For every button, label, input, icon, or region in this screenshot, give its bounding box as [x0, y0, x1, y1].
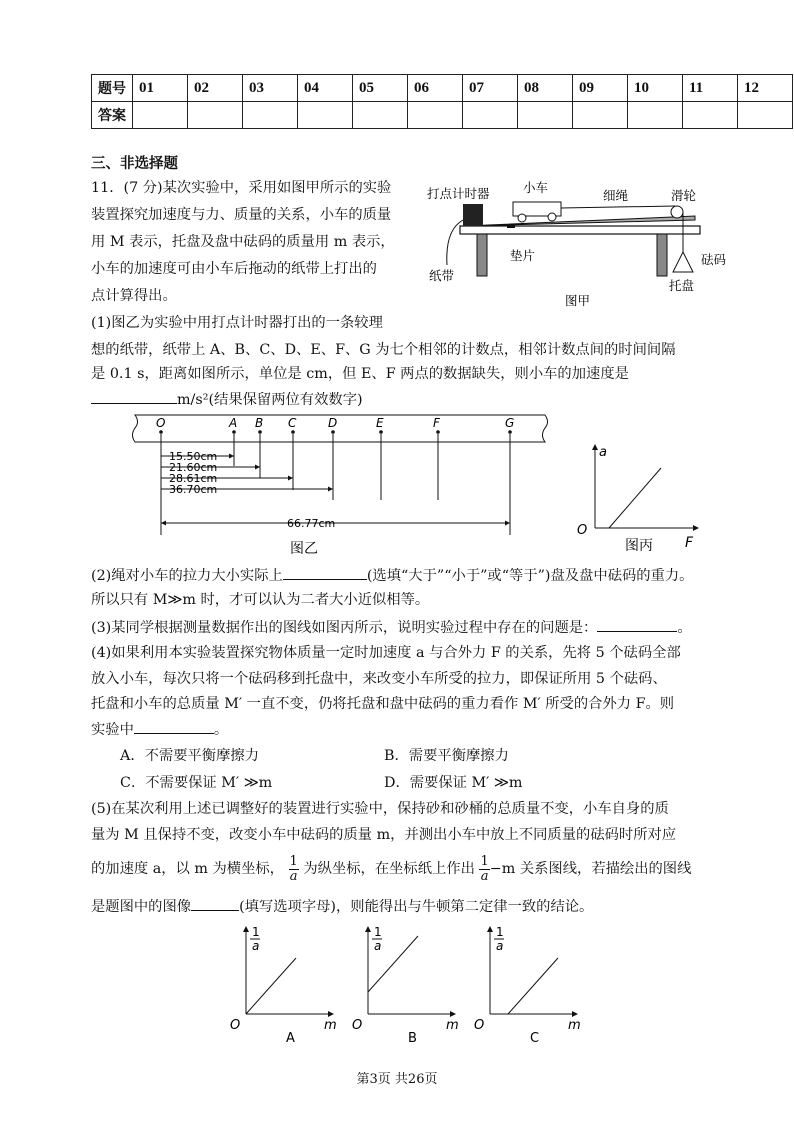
question-number: 08: [518, 75, 573, 102]
figure-jia-apparatus: [425, 180, 745, 310]
question-number: 06: [408, 75, 463, 102]
p4-last: 实验中: [91, 722, 134, 738]
caption-bing: 图丙: [625, 538, 653, 552]
label-pulley: 滑轮: [671, 188, 697, 203]
question-number: 09: [573, 75, 628, 102]
answer-blank[interactable]: [91, 389, 177, 404]
tape-point-label: C: [288, 416, 297, 430]
y-label-den: a: [252, 939, 260, 953]
origin-label: O: [352, 1018, 363, 1033]
p4-line: (4)如果利用本实验装置探究物体质量一定时加速度 a 与合外力 F 的关系，先将 5 个砝码全部: [91, 645, 681, 661]
q11-intro-line: 11．(7 分)某次实验中，采用如图甲所示的实验: [91, 180, 392, 196]
table-top: [460, 226, 700, 234]
p5-l4b: (填写选项字母)，则能得出与牛顿第二定律一致的结论。: [239, 899, 594, 915]
p4-line-4: [91, 719, 228, 740]
dimension-label: 28.61cm: [169, 472, 218, 485]
y-label: a: [599, 445, 607, 460]
option-b[interactable]: B．需要平衡摩擦力: [384, 748, 509, 764]
y-label-num: 1: [252, 925, 260, 939]
graph-letter: C: [530, 1031, 540, 1046]
answer-table-answer-row: [92, 102, 793, 129]
pulley: [671, 206, 683, 218]
x-label: m: [568, 1018, 581, 1033]
q11-intro-line: 用 M 表示，托盘及盘中砝码的质量用 m 表示，: [91, 234, 395, 250]
answer-cell[interactable]: [353, 102, 408, 129]
answer-cell[interactable]: [683, 102, 738, 129]
graph-line: [246, 958, 296, 1014]
y-arrow: [592, 444, 598, 450]
tape-point-label: E: [376, 416, 384, 430]
label-timer: 打点计时器: [427, 186, 490, 201]
header-label: 题号: [92, 75, 133, 102]
tape-dot-B: [258, 430, 262, 434]
cart-wheel: [548, 213, 556, 221]
answer-blank[interactable]: [191, 896, 239, 911]
graph-line: [508, 958, 558, 1014]
p5-l3c: −m 关系图线，若描绘出的图线: [489, 861, 692, 877]
figure-yi-tape: [125, 410, 565, 560]
tape-dot-E: [379, 430, 383, 434]
answer-cell[interactable]: [298, 102, 353, 129]
p5-l4a: 是题图中的图像: [91, 899, 192, 915]
caption-jia: 图甲: [565, 293, 591, 308]
tape-point-label: F: [433, 416, 440, 430]
x-label: F: [685, 535, 694, 551]
p5-line-4: [91, 896, 593, 917]
answer-cell[interactable]: [463, 102, 518, 129]
answer-label: 答案: [92, 102, 133, 129]
p2-line: [91, 565, 693, 586]
answer-cell[interactable]: [628, 102, 683, 129]
option-graph-C: [472, 922, 592, 1052]
y-label-den: a: [496, 939, 504, 953]
question-number: 04: [298, 75, 353, 102]
question-number: 05: [353, 75, 408, 102]
q11-intro-line: 点计算得出。: [91, 288, 177, 304]
fraction-1-over-a: [479, 855, 489, 884]
frac-den: a: [289, 868, 298, 884]
y-arrow: [487, 926, 493, 932]
dimension-label: 21.60cm: [169, 461, 218, 474]
tape-point-label: D: [328, 416, 338, 430]
question-number: 02: [188, 75, 243, 102]
x-label: m: [324, 1018, 337, 1033]
dimension-label: 15.50cm: [169, 450, 218, 463]
p5-line: 量为 M 且保持不变，改变小车中砝码的质量 m，并测出小车中放上不同质量的砝码时所对应: [91, 827, 677, 843]
tape-dot-G: [508, 430, 512, 434]
label-tray: 托盘: [669, 278, 695, 293]
label-tape: 纸带: [429, 268, 455, 283]
dimension-label: 36.70cm: [169, 483, 218, 496]
p2-a: (2)绳对小车的拉力大小实际上: [91, 568, 283, 584]
graph-letter: A: [286, 1031, 295, 1046]
dimension-arrow: [161, 521, 166, 526]
label-weights: 砝码: [701, 252, 727, 267]
option-graph-B: [350, 922, 470, 1052]
option-a[interactable]: A．不需要平衡摩擦力: [120, 748, 259, 764]
answer-cell[interactable]: [408, 102, 463, 129]
graph-line: [609, 468, 661, 528]
string: [561, 206, 675, 208]
y-label-num: 1: [374, 925, 382, 939]
page-footer: 第3页 共26页: [356, 1072, 438, 1087]
tape-point-label: G: [505, 416, 515, 430]
answer-cell[interactable]: [518, 102, 573, 129]
origin-label: O: [474, 1018, 485, 1033]
tape-dot-D: [331, 430, 335, 434]
y-label-num: 1: [496, 925, 504, 939]
question-number: 07: [463, 75, 518, 102]
y-arrow: [365, 926, 371, 932]
frac-num: 1: [480, 853, 489, 869]
answer-cell[interactable]: [573, 102, 628, 129]
dimension-arrow: [255, 465, 260, 470]
fraction-1-over-a: [289, 855, 299, 884]
y-arrow: [243, 926, 249, 932]
origin-label: O: [230, 1018, 241, 1033]
graph-letter: B: [408, 1031, 417, 1046]
dimension-arrow: [288, 476, 293, 481]
label-cart: 小车: [523, 180, 549, 195]
tape-point-label: B: [255, 416, 264, 430]
question-number: 10: [628, 75, 683, 102]
y-label-den: a: [374, 939, 382, 953]
question-number: 01: [133, 75, 188, 102]
tape-point-label: O: [156, 416, 166, 430]
dimension-arrow: [328, 487, 333, 492]
p5-line-3: [91, 851, 691, 887]
answer-blank[interactable]: [597, 617, 677, 632]
tape-point-label: A: [229, 416, 238, 430]
x-arrow: [572, 1011, 578, 1017]
x-label: m: [446, 1018, 459, 1033]
answer-cell[interactable]: [243, 102, 298, 129]
p5-line: (5)在某次利用上述已调整好的装置进行实验中，保持砂和砂桶的总质量不变，小车自身的质: [91, 801, 669, 817]
answer-blank[interactable]: [283, 565, 367, 580]
p2-b: (选填“大于”“小于”或“等于”)盘及盘中砝码的重力。: [366, 568, 694, 584]
dimension-label: 66.77cm: [287, 517, 336, 530]
question-number: 12: [738, 75, 793, 102]
timer-block: [463, 204, 483, 226]
answer-cell[interactable]: [738, 102, 793, 129]
label-pad: 垫片: [510, 248, 536, 263]
question-number: 03: [243, 75, 298, 102]
tape-strip: [133, 415, 548, 442]
answer-table: [91, 74, 793, 129]
origin-label: O: [577, 523, 588, 538]
pad: [507, 224, 515, 228]
frac-num: 1: [289, 853, 298, 869]
p3-end: 。: [677, 620, 692, 636]
tape-dot-O: [159, 430, 163, 434]
cart-wheel: [518, 214, 526, 222]
tape-dot-F: [436, 430, 440, 434]
x-arrow: [450, 1011, 456, 1017]
p4-end: 。: [213, 722, 229, 738]
track-plank: [465, 216, 695, 226]
p1-line-4: [91, 389, 363, 410]
answer-cell[interactable]: [133, 102, 188, 129]
option-d[interactable]: D．需要保证 M′ ≫m: [384, 775, 523, 791]
answer-blank[interactable]: [134, 719, 214, 734]
p1-line: (1)图乙为实验中用打点计时器打出的一条较理: [91, 315, 383, 331]
p5-l3a: 的加速度 a，以 m 为横坐标，: [91, 861, 284, 877]
option-c[interactable]: C．不需要保证 M′ ≫m: [120, 775, 273, 791]
section-title: 三、非选择题: [91, 156, 178, 172]
x-arrow: [693, 525, 699, 531]
label-string: 细绳: [603, 188, 629, 203]
p2-line-2: 所以只有 M≫m 时，才可以认为二者大小近似相等。: [91, 592, 430, 608]
q11-intro-line: 小车的加速度可由小车后拖动的纸带上打出的: [91, 261, 377, 277]
p5-l3b: 为纵坐标，在坐标纸上作出: [303, 861, 475, 877]
p1-tail: m/s²(结果保留两位有效数字): [177, 392, 363, 408]
answer-table-header-row: [92, 75, 793, 102]
frac-den: a: [480, 868, 489, 884]
dimension-arrow: [505, 521, 510, 526]
tray: [673, 252, 693, 272]
option-graph-A: [228, 922, 348, 1052]
p3-line: [91, 617, 692, 638]
table-leg: [477, 234, 487, 276]
answer-cell[interactable]: [188, 102, 243, 129]
table-leg: [657, 234, 667, 276]
p4-line: 放入小车，每次只将一个砝码移到托盘中，来改变小车所受的拉力，即保证所用 5 个砝码、: [91, 671, 667, 687]
tape-dot-A: [232, 430, 236, 434]
p3-text: (3)某同学根据测量数据作出的图线如图丙所示，说明实验过程中存在的问题是：: [91, 620, 598, 636]
p1-line: 想的纸带，纸带上 A、B、C、D、E、F、G 为七个相邻的计数点，相邻计数点间的时间间隔: [91, 342, 676, 358]
figure-bing-graph: [575, 440, 715, 552]
caption-yi: 图乙: [290, 541, 318, 557]
q11-intro-line: 装置探究加速度与力、质量的关系，小车的质量: [91, 207, 392, 223]
question-number: 11: [683, 75, 738, 102]
dimension-arrow: [229, 454, 234, 459]
tape-dot-C: [291, 430, 295, 434]
p4-line: 托盘和小车的总质量 M′ 一直不变，仍将托盘和盘中砝码的重力看作 M′ 所受的合外力 F。则: [91, 696, 675, 712]
p1-line: 是 0.1 s，距离如图所示，单位是 cm，但 E、F 两点的数据缺失，则小车的加速度是: [91, 366, 629, 382]
x-arrow: [328, 1011, 334, 1017]
